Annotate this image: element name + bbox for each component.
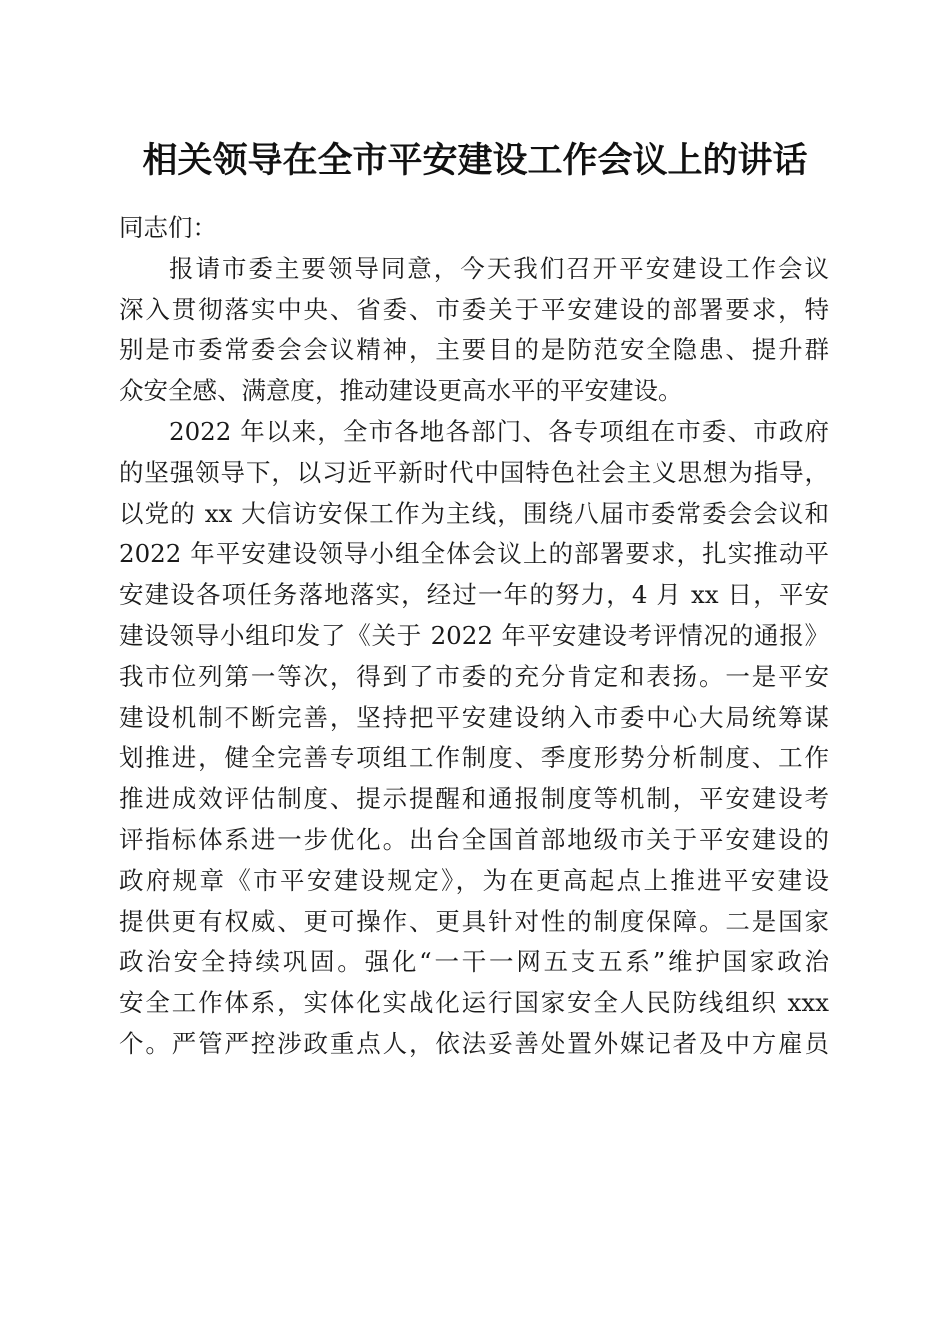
- paragraph-line: 报请市委主要领导同意，今天我们召开平安建设工作会议: [169, 253, 829, 283]
- paragraph-line: 别是市委常委会会议精神，主要目的是防范安全隐患、提升群: [119, 335, 829, 365]
- paragraph-line: 评指标体系进一步优化。出台全国首部地级市关于平安建设的: [119, 824, 829, 854]
- document-title: 相关领导在全市平安建设工作会议上的讲话: [142, 140, 808, 181]
- paragraph-line: 的坚强领导下，以习近平新时代中国特色社会主义思想为指导，: [119, 457, 829, 487]
- paragraph-line: 以党的 xx 大信访安保工作为主线，围绕八届市委常委会会议和: [119, 498, 829, 528]
- paragraph-line: 建设机制不断完善，坚持把平安建设纳入市委中心大局统筹谋: [119, 702, 829, 732]
- paragraph-line: 2022 年以来，全市各地各部门、各专项组在市委、市政府: [169, 416, 829, 446]
- paragraph-line: 政府规章《市平安建设规定》，为在更高起点上推进平安建设: [119, 865, 829, 895]
- paragraph-line: 2022 年平安建设领导小组全体会议上的部署要求，扎实推动平: [119, 539, 829, 569]
- paragraph-line: 个。严管严控涉政重点人，依法妥善处置外媒记者及中方雇员: [119, 1028, 829, 1058]
- paragraph-line: 推进成效评估制度、提示提醒和通报制度等机制，平安建设考: [119, 784, 829, 814]
- paragraph-2: [119, 412, 829, 1065]
- paragraph-line: 安全工作体系，实体化实战化运行国家安全人民防线组织 xxx: [119, 988, 829, 1018]
- paragraph-line: 深入贯彻落实中央、省委、市委关于平安建设的部署要求，特: [119, 294, 829, 324]
- paragraph-line: 我市位列第一等次，得到了市委的充分肯定和表扬。一是平安: [119, 661, 829, 691]
- salutation: 同志们：: [119, 213, 217, 242]
- paragraph-1: [119, 249, 829, 412]
- paragraph-line: 众安全感、满意度，推动建设更高水平的平安建设。: [119, 376, 683, 406]
- paragraph-line: 安建设各项任务落地落实，经过一年的努力，4 月 xx 日，平安: [119, 580, 829, 610]
- paragraph-line: 提供更有权威、更可操作、更具针对性的制度保障。二是国家: [119, 906, 829, 936]
- document-body: [119, 208, 829, 1065]
- paragraph-line: 政治安全持续巩固。强化“一干一网五支五系”维护国家政治: [119, 947, 829, 977]
- paragraph-line: 划推进，健全完善专项组工作制度、季度形势分析制度、工作: [119, 743, 829, 773]
- paragraph-line: 建设领导小组印发了《关于 2022 年平安建设考评情况的通报》: [119, 620, 829, 650]
